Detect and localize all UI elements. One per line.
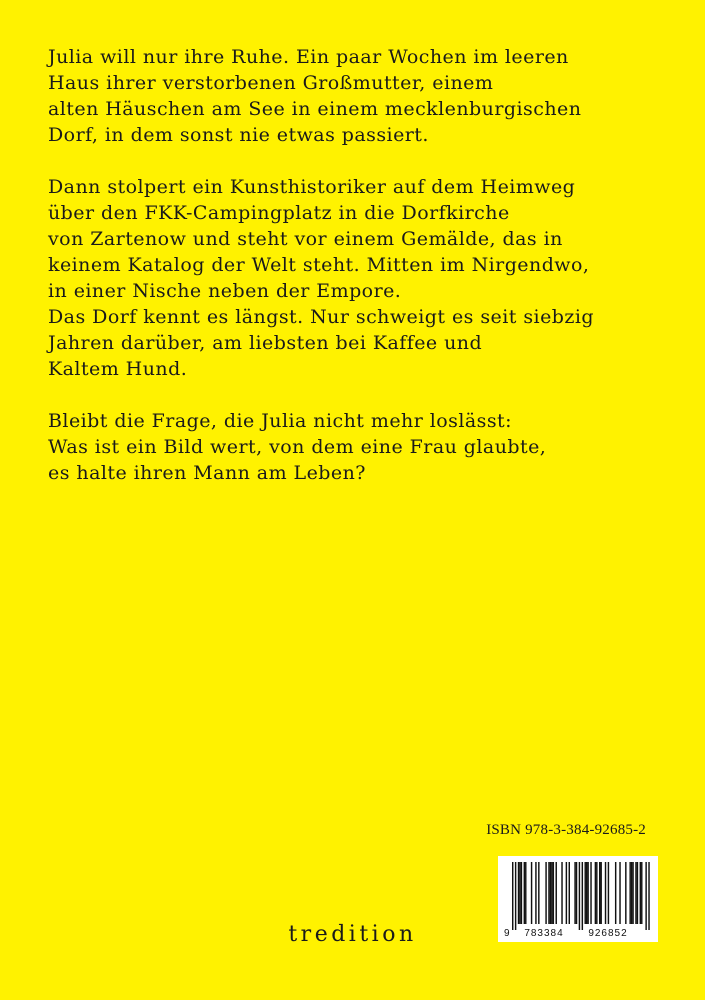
barcode-bar xyxy=(551,862,552,924)
barcode-digits-right: 926852 xyxy=(588,928,628,939)
blurb-paragraph-2 xyxy=(48,174,668,382)
barcode-bar xyxy=(582,862,583,930)
barcode-bar xyxy=(561,862,562,924)
barcode-bar xyxy=(550,862,551,924)
barcode-bar xyxy=(605,862,606,924)
barcode-bar xyxy=(521,862,522,924)
barcode-bar xyxy=(632,862,633,924)
blurb-line: Haus ihrer verstorbenen Großmutter, einem xyxy=(48,72,494,94)
barcode-bar xyxy=(631,862,632,924)
blurb-line: von Zartenow und steht vor einem Gemälde, das in xyxy=(48,228,563,250)
barcode-bar xyxy=(625,862,626,924)
barcode-bar xyxy=(574,862,575,924)
barcode-bar xyxy=(512,862,513,930)
blurb-line: in einer Nische neben der Empore. xyxy=(48,280,402,302)
barcode-bar xyxy=(548,862,549,924)
barcode-bar xyxy=(525,862,526,924)
blurb-line: Das Dorf kennt es längst. Nur schweigt es seit siebzig xyxy=(48,306,594,328)
blurb-line: Dann stolpert ein Kunsthistoriker auf dem Heimweg xyxy=(48,176,576,198)
isbn-label: ISBN 978-3-384-92685-2 xyxy=(486,822,646,838)
barcode-bar xyxy=(524,862,525,924)
barcode-bar xyxy=(645,862,646,930)
barcode-bar xyxy=(515,862,516,930)
barcode-bar xyxy=(641,862,642,924)
barcode-bar xyxy=(556,862,557,924)
barcode-bars xyxy=(512,862,650,930)
barcode-bar xyxy=(595,862,596,924)
barcode-bar xyxy=(569,862,570,924)
blurb-line: Kaltem Hund. xyxy=(48,358,188,380)
barcode-bar xyxy=(518,862,519,924)
blurb-line: Was ist ein Bild wert, von dem eine Frau glaubte, xyxy=(48,436,547,458)
blurb-line: Julia will nur ihre Ruhe. Ein paar Wochen im leeren xyxy=(48,46,569,68)
barcode-bar xyxy=(629,862,630,924)
barcode-bar xyxy=(637,862,638,924)
blurb-paragraph-1 xyxy=(48,44,668,148)
barcode-bar xyxy=(600,862,601,924)
barcode-bar xyxy=(619,862,620,924)
barcode-bar xyxy=(615,862,616,924)
barcode-bar xyxy=(640,862,641,924)
blurb-paragraph-3 xyxy=(48,408,668,486)
barcode-bar xyxy=(596,862,597,924)
blurb-line: keinem Katalog der Welt steht. Mitten im Nirgendwo, xyxy=(48,254,590,276)
barcode-bar xyxy=(586,862,587,924)
blurb-line: über den FKK-Campingplatz in die Dorfkirche xyxy=(48,202,510,224)
publisher-name: tredition xyxy=(288,922,417,947)
barcode-bar xyxy=(599,862,600,924)
barcode-bar xyxy=(535,862,536,924)
barcode-digit-first: 9 xyxy=(504,928,510,939)
blurb-line: Jahren darüber, am liebsten bei Kaffee und xyxy=(48,332,483,354)
blurb-line: alten Häuschen am See in einem mecklenburgischen xyxy=(48,98,582,120)
barcode-bar xyxy=(648,862,649,930)
barcode-bar xyxy=(635,862,636,924)
blurb-line: Dorf, in dem sonst nie etwas passiert. xyxy=(48,124,429,146)
barcode-bar xyxy=(585,862,586,924)
barcode-digits-left: 783384 xyxy=(524,928,564,939)
barcode-bar xyxy=(545,862,546,924)
back-cover-blurb xyxy=(48,44,668,512)
barcode-bar xyxy=(608,862,609,924)
blurb-line: es halte ihren Mann am Leben? xyxy=(48,462,366,484)
blurb-line: Bleibt die Frage, die Julia nicht mehr loslässt: xyxy=(48,410,512,432)
barcode-bar xyxy=(587,862,588,924)
barcode-bar xyxy=(590,862,591,924)
barcode-bar xyxy=(531,862,532,924)
barcode-bar xyxy=(566,862,567,924)
barcode-bar xyxy=(553,862,554,924)
barcode-bar xyxy=(519,862,520,924)
barcode-bar xyxy=(538,862,539,924)
barcode-bar xyxy=(579,862,580,930)
barcode-bar xyxy=(576,862,577,924)
